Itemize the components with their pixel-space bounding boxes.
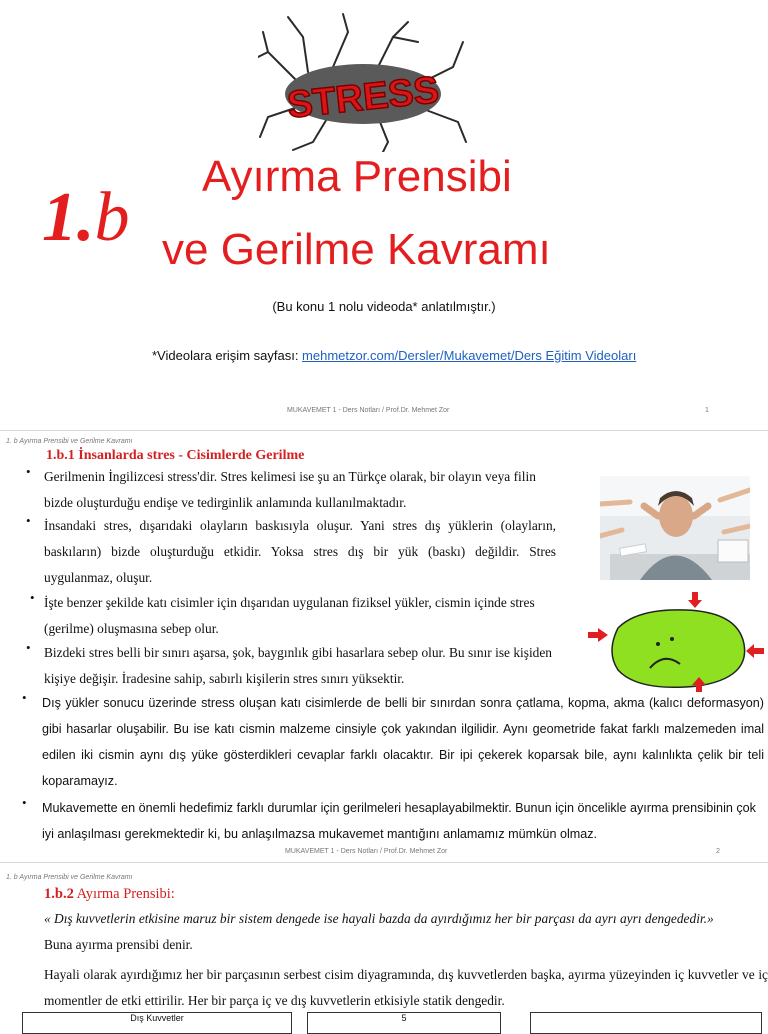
face-eye-right	[670, 637, 674, 641]
list-item: Dış yükler sonucu üzerinde stress oluşan katı cisimlerde de belli bir sınırdan sonra çatlama, kopma, akma (kalıcı deformasyon) gibi hasarlar oluşabilir. Bu ise katı cismin malzeme cinsiyle çok yakından ilgilidir. Aynı geometride fakat farklı malzemeden imal edilen iki cismin aynı dış yüke gösterdikleri cevaplar farklı olacaktır. Bir ipi çekerek koparsak bile, aynı kalınlıkta çelik bir teli koparamayız.	[42, 696, 764, 788]
section-heading-number: 1.b.2	[44, 886, 74, 902]
bullet-icon: •	[26, 464, 31, 479]
video-link[interactable]: mehmetzor.com/Dersler/Mukavemet/Ders Eğitim Videoları	[302, 348, 637, 363]
page-number: 1	[705, 407, 709, 414]
section-number	[42, 178, 130, 258]
section-number-letter: b	[94, 179, 130, 256]
principle-quote-tail: Buna ayırma prensibi denir.	[44, 937, 193, 952]
arrow-left-icon	[746, 644, 764, 658]
stress-word: STRESS	[285, 69, 441, 127]
arrow-right-icon	[588, 628, 608, 642]
bullet-icon: •	[30, 590, 35, 605]
face-eye-left	[656, 642, 660, 646]
diagram-box-right	[530, 1012, 762, 1034]
title-line-2: ve Gerilme Kavramı	[162, 225, 551, 274]
slide-divider	[0, 862, 768, 863]
diagram-box-external-forces: Dış Kuvvetler	[22, 1012, 292, 1034]
body-paragraph: Hayali olarak ayırdığımız her bir parçasının serbest cisim diyagramında, dış kuvvetlerden başka, ayırma yüzeyinden iç kuvvetler ve iç momentler de etki ettirilir. Her bir parça iç ve dış kuvvetlerin etkisiyle statik dengedir.	[44, 967, 768, 1008]
green-body	[612, 610, 745, 687]
bullet-icon: •	[26, 640, 31, 655]
subtitle: (Bu konu 1 nolu videoda* anlatılmıştır.)	[272, 299, 496, 314]
principle-quote-text: « Dış kuvvetlerin etkisine maruz bir sistem dengede ise hayali bazda da ayırdığımız her bir parçası da ayrı ayrı dengededir.»	[44, 911, 714, 926]
bullet-icon: •	[26, 513, 31, 528]
breadcrumb: 1. b Ayırma Prensibi ve Gerilme Kavramı	[6, 874, 133, 881]
arrow-down-icon	[688, 592, 702, 608]
section-heading	[44, 886, 175, 903]
stressed-man-photo	[600, 476, 750, 580]
list-item: İşte benzer şekilde katı cisimler için dışarıdan uygulanan fiziksel yükler, cismin içinde stres (gerilme) oluşmasına sebep olur.	[44, 595, 535, 636]
bullet-icon: •	[22, 690, 27, 705]
slide-divider	[0, 430, 768, 431]
list-item: Bizdeki stres belli bir sınırı aşarsa, şok, baygınlık gibi hasarlara sebep olur. Bu sınır ise kişiden kişiye değişir. İradesine sahip, sabırlı kişilerin stres sınırı yüksektir.	[44, 645, 553, 686]
section-heading-label: Ayırma Prensibi:	[73, 886, 175, 902]
slide-2	[0, 432, 768, 860]
principle-quote	[44, 906, 744, 958]
breadcrumb: 1. b Ayırma Prensibi ve Gerilme Kavramı	[6, 438, 133, 445]
video-prefix: *Videolara erişim sayfası:	[152, 348, 303, 363]
slide-3	[0, 866, 768, 1024]
bullet-icon: •	[22, 795, 27, 810]
section-heading: 1.b.1 İnsanlarda stres - Cisimlerde Gerilme	[46, 448, 305, 463]
footer-text: MUKAVEMET 1 - Ders Notları / Prof.Dr. Mehmet Zor	[285, 848, 448, 855]
footer-text: MUKAVEMET 1 - Ders Notları / Prof.Dr. Mehmet Zor	[287, 407, 450, 414]
stress-crack-logo	[258, 12, 468, 152]
list-item: Gerilmenin İngilizcesi stress'dir. Stres kelimesi ise şu an Türkçe olarak, bir olayın veya filin bizde oluşturduğu endişe ve tedirginlik anlamında kullanılmaktadır.	[44, 469, 536, 510]
page-number: 2	[716, 848, 720, 855]
loaded-body-diagram	[588, 592, 764, 692]
slide-1	[0, 0, 768, 430]
diagram-box-middle: 5	[307, 1012, 501, 1034]
video-access-line	[152, 348, 636, 363]
title-line-1: Ayırma Prensibi	[202, 152, 512, 201]
list-item: İnsandaki stres, dışarıdaki olayların baskısıyla oluşur. Yani stres dış yüklerin (olayların, baskıların) bizde oluşturduğu etkidir. Yoksa stres dış bir yük (baskı) değildir. Stres uygulanmaz, oluşur.	[44, 518, 556, 585]
section-number-digit: 1.	[42, 179, 95, 256]
list-item: Mukavemette en önemli hedefimiz farklı durumlar için gerilmeleri hesaplayabilmektir. Bunun için öncelikle ayırma prensibinin çok iyi anlaşılması gerekmektedir ki, bu anlaşılmazsa mukavemet mantığını anlamamız mümkün olmaz.	[42, 801, 756, 841]
